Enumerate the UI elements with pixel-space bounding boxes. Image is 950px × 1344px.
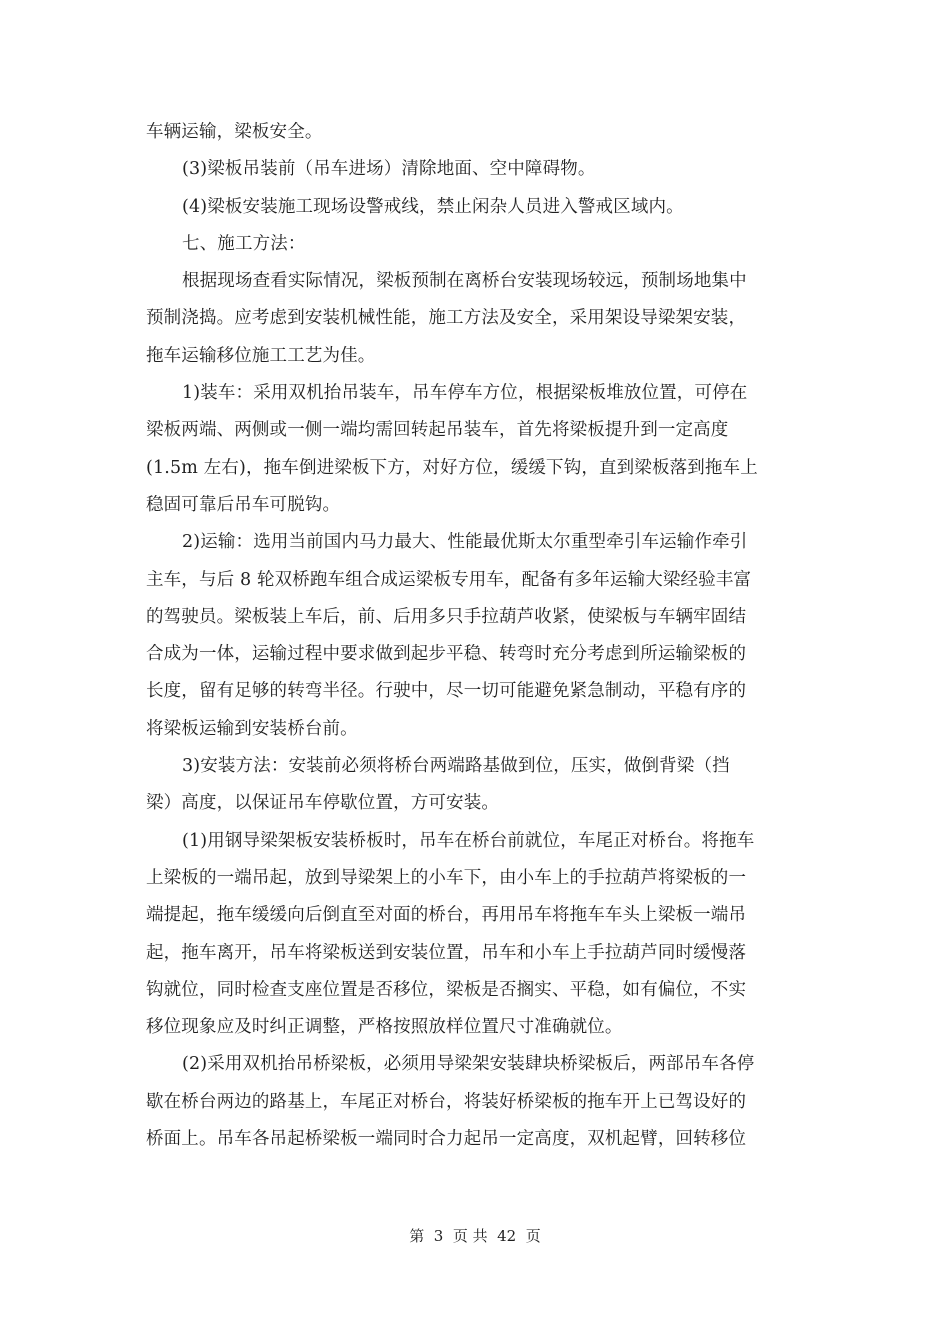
text-line: 歇在桥台两边的路基上，车尾正对桥台，将装好桥梁板的拖车开上已驾设好的	[146, 1091, 747, 1112]
text-line: 合成为一体，运输过程中要求做到起步平稳、转弯时充分考虑到所运输梁板的	[146, 644, 747, 665]
text-line: 起，拖车离开，吊车将梁板送到安装位置，吊车和小车上手拉葫芦同时缓慢落	[146, 942, 747, 963]
text-line: (1.5m 左右)，拖车倒进梁板下方，对好方位，缓缓下钩，直到梁板落到拖车上	[146, 457, 758, 478]
text-line: 车辆运输，梁板安全。	[146, 122, 323, 142]
text-line: 七、施工方法：	[182, 233, 306, 254]
text-line: 梁板两端、两侧或一侧一端均需回转起吊装车，首先将梁板提升到一定高度	[146, 420, 729, 441]
text-line: 稳固可靠后吊车可脱钩。	[146, 494, 341, 515]
text-line: 梁）高度，以保证吊车停歇位置，方可安装。	[146, 793, 499, 814]
text-line: 的驾驶员。梁板装上车后，前、后用多只手拉葫芦收紧，使梁板与车辆牢固结	[146, 606, 747, 627]
text-line: 端提起，拖车缓缓向后倒直至对面的桥台，再用吊车将拖车车头上梁板一端吊	[146, 905, 747, 926]
text-line: (3)梁板吊装前（吊车进场）清除地面、空中障碍物。	[182, 159, 596, 180]
text-line: 移位现象应及时纠正调整，严格按照放样位置尺寸准确就位。	[146, 1017, 623, 1038]
text-line: 3)安装方法：安装前必须将桥台两端路基做到位，压实，做倒背梁（挡	[182, 756, 730, 777]
text-line: 钩就位，同时检查支座位置是否移位，梁板是否搁实、平稳，如有偏位，不实	[146, 979, 747, 1000]
text-line: 2)运输：选用当前国内马力最大、性能最优斯太尔重型牵引车运输作牵引	[182, 532, 748, 553]
text-line: 1)装车：采用双机抬吊装车，吊车停车方位，根据梁板堆放位置，可停在	[182, 383, 748, 404]
text-line: (4)梁板安装施工现场设警戒线，禁止闲杂人员进入警戒区域内。	[182, 196, 684, 217]
text-line: 上梁板的一端吊起，放到导梁架上的小车下，由小车上的手拉葫芦将梁板的一	[146, 867, 747, 888]
text-line: (1)用钢导梁架板安装桥板时，吊车在桥台前就位，车尾正对桥台。将拖车	[182, 830, 755, 851]
text-line: 根据现场查看实际情况，梁板预制在离桥台安装现场较远，预制场地集中	[182, 271, 747, 292]
text-line: 主车，与后 8 轮双桥跑车组合成运梁板专用车，配备有多年运输大梁经验丰富	[146, 569, 752, 590]
body-text	[146, 114, 806, 1158]
text-line: 长度，留有足够的转弯半径。行驶中，尽一切可能避免紧急制动，平稳有序的	[146, 681, 747, 702]
page-footer: 第 3 页 共 42 页	[409, 1227, 541, 1245]
text-line: 桥面上。吊车各吊起桥梁板一端同时合力起吊一定高度，双机起臂，回转移位	[146, 1129, 747, 1150]
text-line: 预制浇捣。应考虑到安装机械性能，施工方法及安全，采用架设导梁架安装，	[146, 308, 747, 329]
text-line: (2)采用双机抬吊桥梁板，必须用导梁架安装肆块桥梁板后，两部吊车各停	[182, 1054, 755, 1075]
text-line: 将梁板运输到安装桥台前。	[146, 718, 358, 739]
text-line: 拖车运输移位施工工艺为佳。	[146, 345, 376, 366]
